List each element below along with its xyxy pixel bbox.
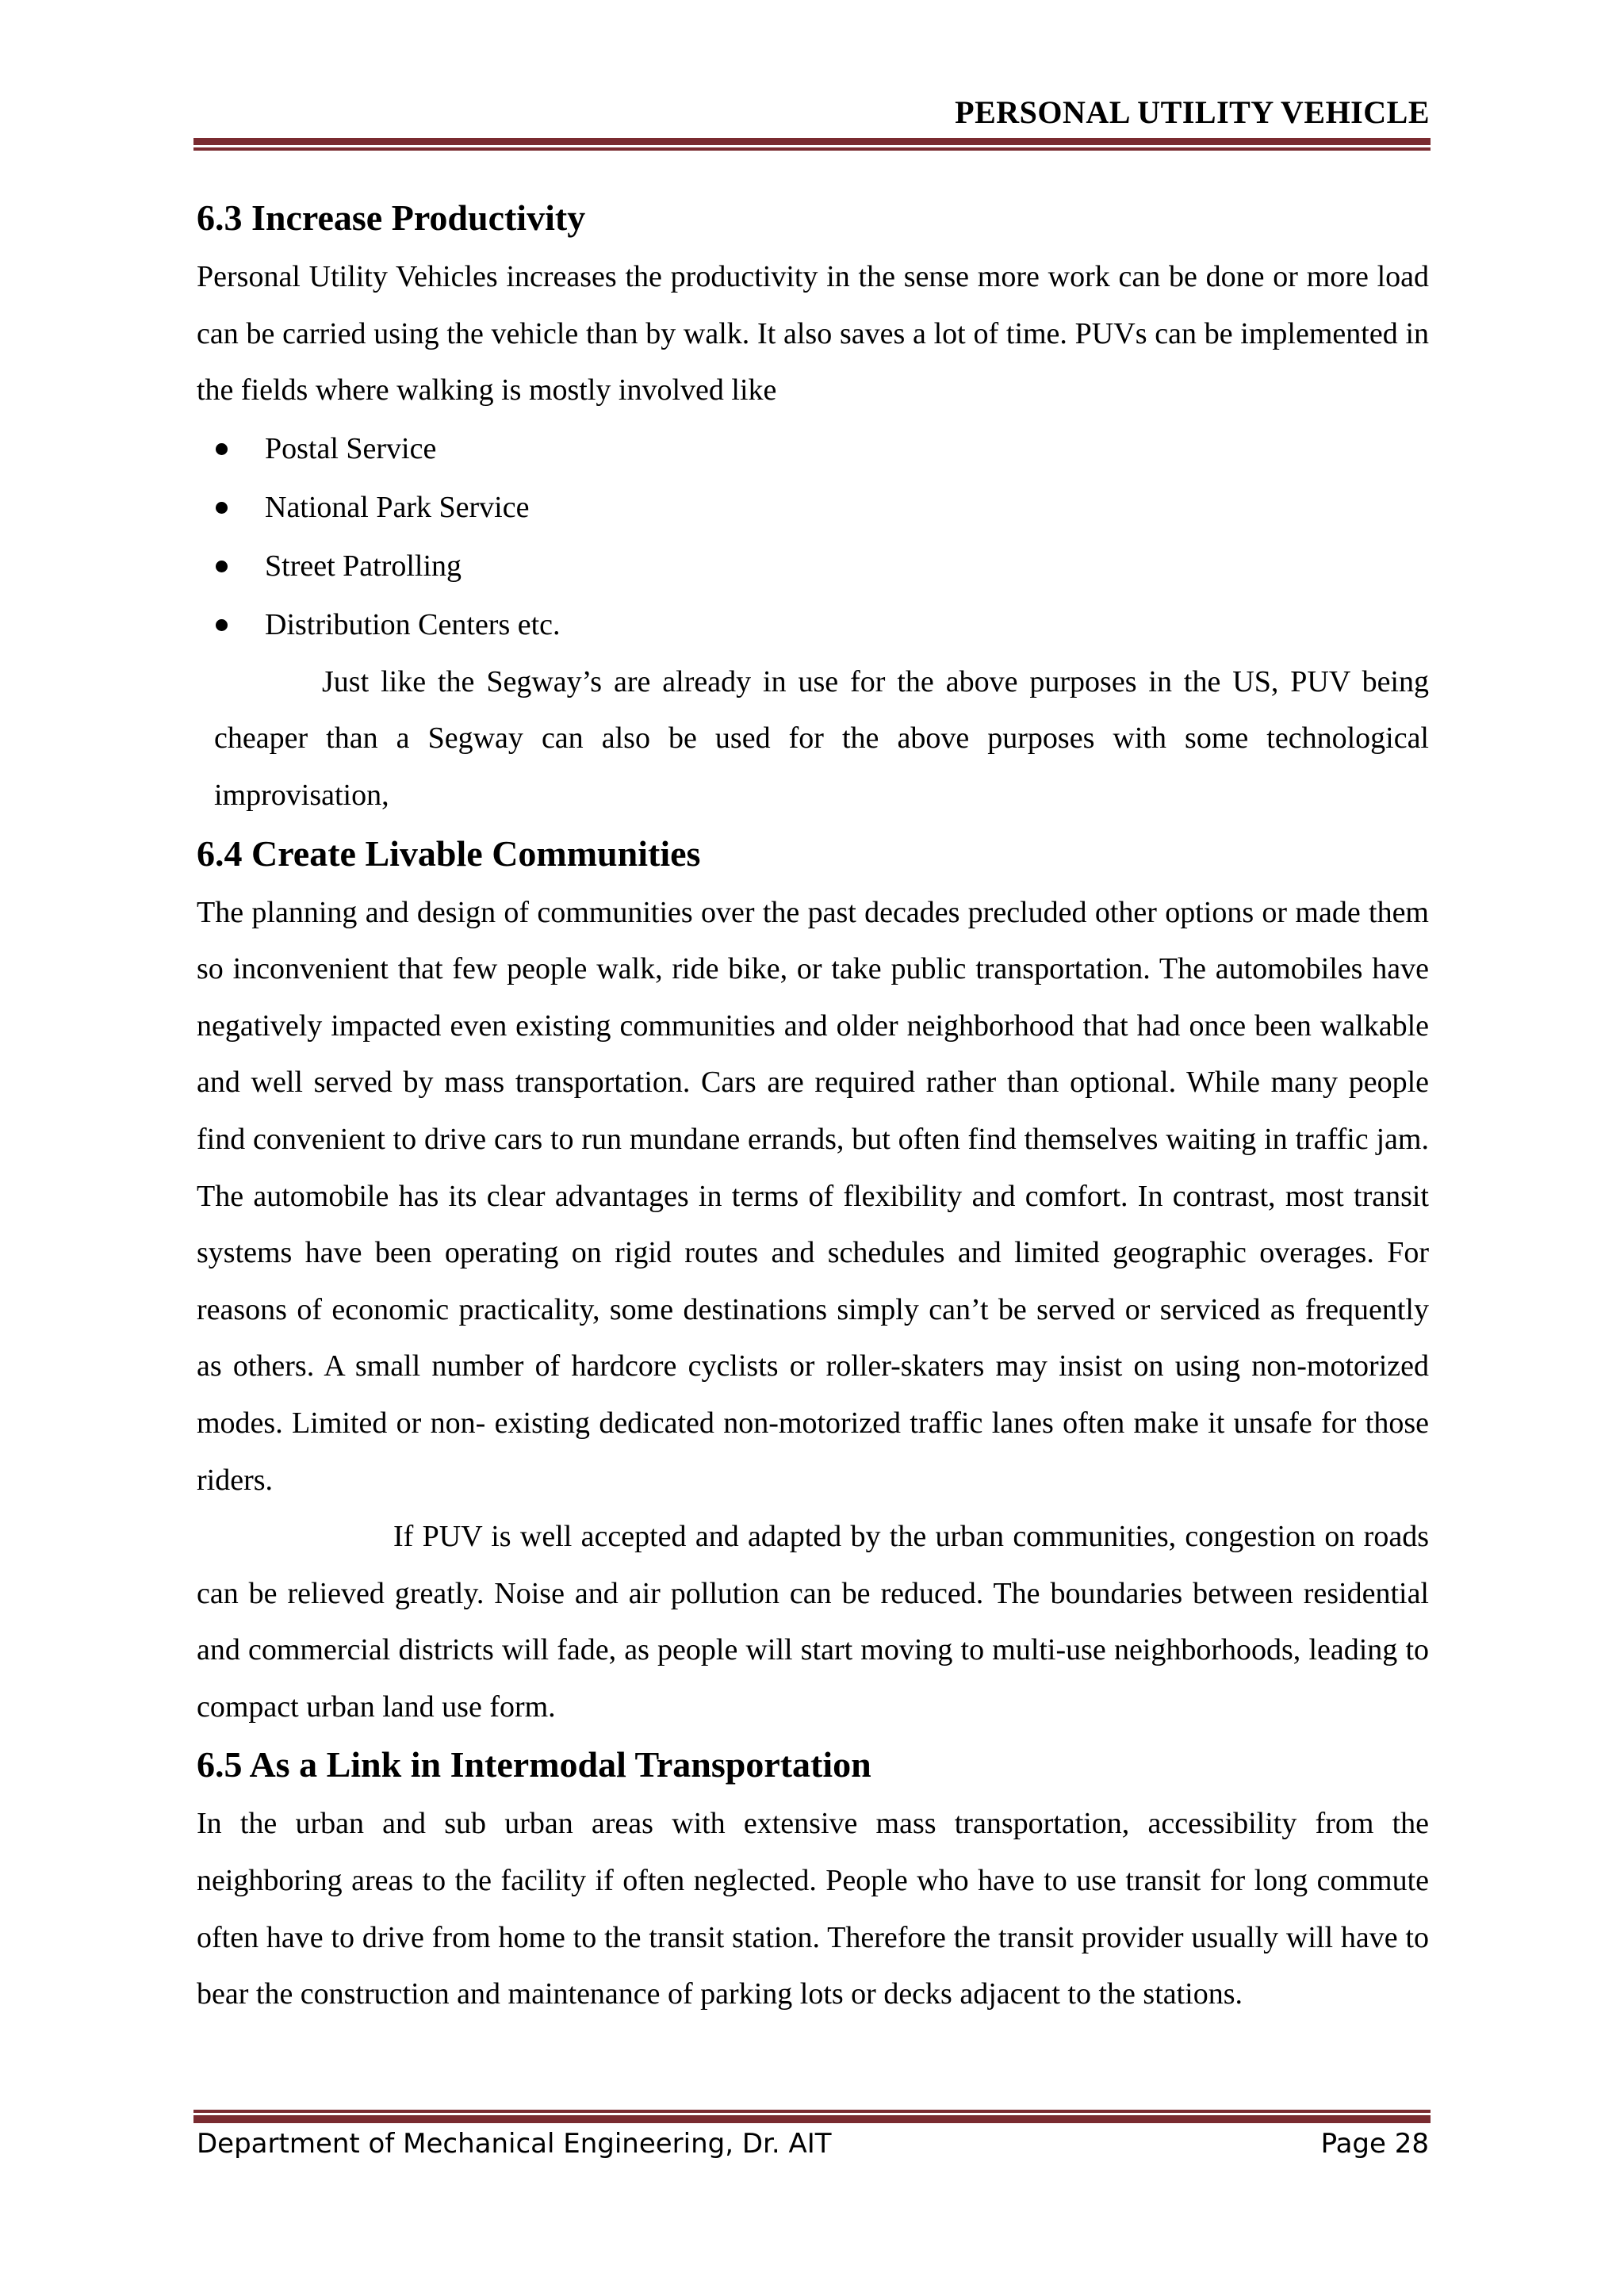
list-item-text: Postal Service <box>265 431 437 465</box>
bullet-list <box>197 419 1429 654</box>
footer-rule-thick <box>193 2115 1431 2123</box>
footer-rule-thin <box>193 2110 1431 2113</box>
section-6-3 <box>197 190 1429 825</box>
section-paragraph: Just like the Segway’s are already in use for the above purposes in the US, PUV being cheaper than a Segway can also be used for the above purposes with some technological improvisation, <box>214 664 1429 812</box>
list-item <box>197 419 1429 478</box>
list-item <box>197 478 1429 537</box>
section-heading: 6.5 As a Link in Intermodal Transportation <box>197 1744 871 1785</box>
section-paragraph: In the urban and sub urban areas with extensive mass transportation, accessibility from the neighboring areas to the facility if often neglected. People who have to use transit for long commute often have to drive from home to the transit station. Therefore the transit provider usually will have to bear the construction and maintenance of parking lots or decks adjacent to the stations. <box>197 1807 1429 2011</box>
section-6-5 <box>197 1737 1429 2022</box>
list-item-text: National Park Service <box>265 490 530 524</box>
section-heading: 6.4 Create Livable Communities <box>197 832 701 874</box>
bullet-icon <box>216 619 228 631</box>
list-item-text: Street Patrolling <box>265 549 462 583</box>
header-rule-thick <box>193 138 1431 145</box>
bullet-icon <box>216 561 228 572</box>
list-item <box>197 537 1429 595</box>
footer-page-number: Page 28 <box>1320 2128 1429 2160</box>
bullet-icon <box>216 443 228 455</box>
section-heading: 6.3 Increase Productivity <box>197 197 586 238</box>
section-6-4 <box>197 826 1429 1736</box>
section-paragraph: The planning and design of communities over the past decades precluded other options or made them so inconvenient that few people walk, ride bike, or take public transportation. The automobiles have negatively impacted even existing communities and older neighborhood that had once been walkable and well served by mass transportation. Cars are required rather than optional. While many people find convenient to drive cars to run mundane errands, but often find themselves waiting in traffic jam. The automobile has its clear advantages in terms of flexibility and comfort. In contrast, most transit systems have been operating on rigid routes and schedules and limited geographic overages. For reasons of economic practicality, some destinations simply can’t be served or serviced as frequently as others. A small number of hardcore cyclists or roller-skaters may insist on using non-motorized modes. Limited or non- existing dedicated non-motorized traffic lanes often make it unsafe for those riders. <box>197 895 1429 1497</box>
list-item-text: Distribution Centers etc. <box>265 607 561 641</box>
section-paragraph: Personal Utility Vehicles increases the productivity in the sense more work can be done or more load can be carried using the vehicle than by walk. It also saves a lot of time. PUVs can be implemented in the fields where walking is mostly involved like <box>197 260 1429 408</box>
section-paragraph: If PUV is well accepted and adapted by the urban communities, congestion on roads can be relieved greatly. Noise and air pollution can be reduced. The boundaries between residential and commercial districts will fade, as people will start moving to multi-use neighborhoods, leading to compact urban land use form. <box>197 1520 1429 1724</box>
bullet-icon <box>216 502 228 514</box>
header-rule-thin <box>193 147 1431 151</box>
page-body <box>197 190 1429 2023</box>
running-header-title: PERSONAL UTILITY VEHICLE <box>955 94 1430 130</box>
footer-department: Department of Mechanical Engineering, Dr. AIT <box>197 2128 832 2160</box>
list-item <box>197 595 1429 654</box>
